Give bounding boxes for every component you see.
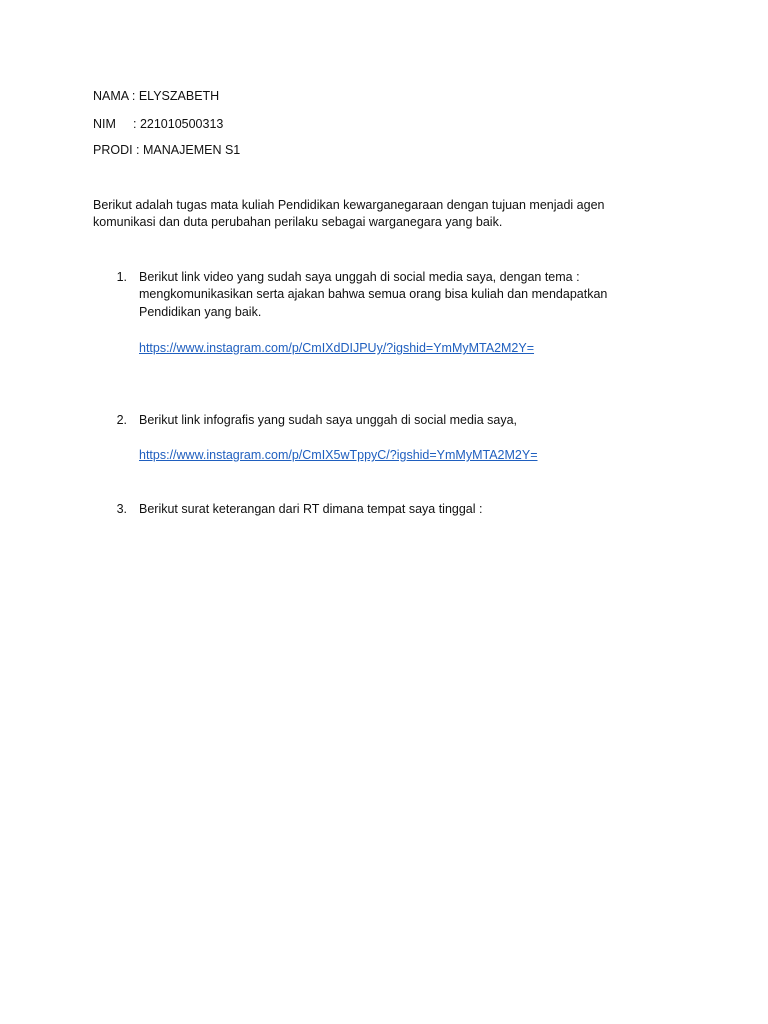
instagram-infographic-link[interactable]: https://www.instagram.com/p/CmIX5wTppyC/?igshid=YmMyMTA2M2Y=: [139, 448, 538, 462]
nim-line: [93, 115, 223, 133]
name-line: NAMA : ELYSZABETH: [93, 89, 220, 103]
list-item-1-line-2: mengkomunikasikan serta ajakan bahwa semua orang bisa kuliah dan mendapatkan: [139, 287, 608, 301]
intro-line-2: komunikasi dan duta perubahan perilaku sebagai warganegara yang baik.: [93, 215, 503, 229]
list-item-number-2: 2.: [116, 413, 127, 427]
intro-line-1: Berikut adalah tugas mata kuliah Pendidikan kewarganegaraan dengan tujuan menjadi agen: [93, 198, 605, 212]
list-item-1-line-3: Pendidikan yang baik.: [139, 305, 262, 319]
nim-label: NIM: [93, 117, 116, 131]
nim-value: : 221010500313: [133, 117, 224, 131]
prodi-line: PRODI : MANAJEMEN S1: [93, 143, 241, 157]
list-item-3-line-1: Berikut surat keterangan dari RT dimana tempat saya tinggal :: [139, 502, 483, 516]
list-item-2-line-1: Berikut link infografis yang sudah saya unggah di social media saya,: [139, 413, 517, 427]
list-item-number-3: 3.: [116, 502, 127, 516]
list-item-1-line-1: Berikut link video yang sudah saya unggah di social media saya, dengan tema :: [139, 270, 580, 284]
list-item-number-1: 1.: [116, 270, 127, 284]
instagram-video-link[interactable]: https://www.instagram.com/p/CmIXdDIJPUy/?igshid=YmMyMTA2M2Y=: [139, 341, 535, 355]
